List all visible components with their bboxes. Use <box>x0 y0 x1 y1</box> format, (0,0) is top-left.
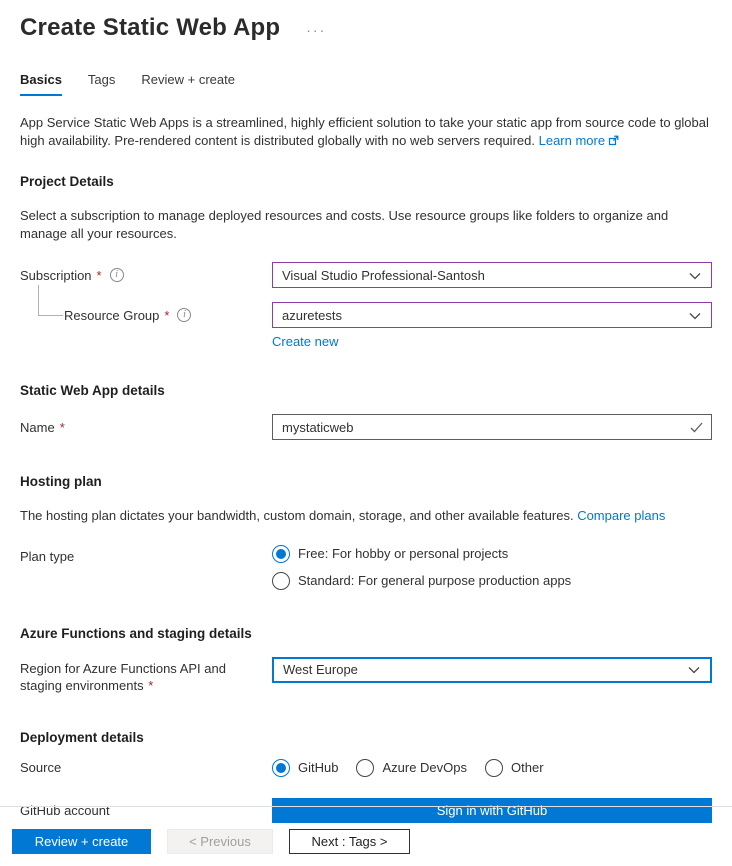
chevron-down-icon <box>689 308 701 323</box>
hosting-plan-heading: Hosting plan <box>20 474 102 489</box>
subscription-row <box>20 262 712 288</box>
radio-unselected-icon <box>272 572 290 590</box>
more-options-icon[interactable]: ··· <box>306 22 327 38</box>
required-asterisk: * <box>96 267 102 283</box>
hosting-description-text: The hosting plan dictates your bandwidth, custom domain, storage, and other available features. <box>20 508 574 523</box>
next-tags-button[interactable]: Next : Tags > <box>289 829 410 854</box>
required-asterisk: * <box>59 419 65 435</box>
radio-unselected-icon <box>356 759 374 777</box>
name-label <box>20 420 272 435</box>
source-devops-radio[interactable] <box>356 759 467 777</box>
source-row <box>20 759 712 777</box>
tab-review-create[interactable]: Review + create <box>141 72 235 87</box>
project-details-heading: Project Details <box>20 174 114 189</box>
create-new-row <box>20 334 712 349</box>
source-label: Source <box>20 760 62 775</box>
project-details-description: Select a subscription to manage deployed resources and costs. Use resource groups like folders to organize and manage all your resources. <box>20 208 669 241</box>
external-link-icon <box>608 133 619 151</box>
radio-unselected-icon <box>485 759 503 777</box>
chevron-down-icon <box>689 268 701 283</box>
create-new-link[interactable]: Create new <box>272 334 339 349</box>
previous-button[interactable]: < Previous <box>167 829 273 854</box>
plan-free-radio[interactable] <box>272 545 712 563</box>
github-account-label: GitHub account <box>20 802 110 818</box>
required-asterisk: * <box>164 307 170 323</box>
subscription-value: Visual Studio Professional-Santosh <box>282 267 485 283</box>
name-input[interactable] <box>272 414 712 440</box>
plan-type-label: Plan type <box>20 548 75 564</box>
subscription-label-text: Subscription <box>20 267 92 283</box>
page-header <box>20 14 712 42</box>
hosting-plan-description <box>20 507 712 525</box>
plan-standard-label: Standard: For general purpose production apps <box>298 573 572 588</box>
source-other-label: Other <box>511 760 544 775</box>
info-icon[interactable] <box>110 268 124 282</box>
required-asterisk: * <box>148 677 154 693</box>
plan-type-row <box>20 545 712 590</box>
tab-tags[interactable]: Tags <box>87 72 116 87</box>
region-label <box>20 657 272 694</box>
tab-basics[interactable]: Basics <box>20 72 62 96</box>
plan-standard-radio[interactable] <box>272 572 712 590</box>
region-row <box>20 657 712 694</box>
deployment-heading: Deployment details <box>20 729 144 745</box>
source-github-radio[interactable] <box>272 759 338 777</box>
wizard-footer <box>0 806 732 854</box>
plan-free-label: Free: For hobby or personal projects <box>298 546 509 561</box>
intro-text-body: App Service Static Web Apps is a streamlined, highly efficient solution to take your static app from source code to global high availability. Pre-rendered content is distributed globally with no web servers required. <box>20 115 709 148</box>
subscription-label <box>20 268 272 283</box>
resource-group-label-text: Resource Group <box>64 307 160 323</box>
radio-selected-icon <box>272 759 290 777</box>
learn-more-label: Learn more <box>538 132 606 148</box>
hierarchy-connector-line <box>38 285 63 316</box>
learn-more-link[interactable] <box>539 133 619 148</box>
compare-plans-link[interactable]: Compare plans <box>577 508 666 523</box>
info-icon[interactable] <box>177 308 191 322</box>
functions-heading: Azure Functions and staging details <box>20 625 252 641</box>
footer-buttons <box>0 807 732 854</box>
page-title: Create Static Web App <box>20 14 281 41</box>
region-label-text: Region for Azure Functions API and staging environments <box>20 660 226 693</box>
resource-group-value: azuretests <box>282 307 342 323</box>
resource-group-row <box>20 302 712 328</box>
name-label-text: Name <box>20 419 55 435</box>
source-other-radio[interactable] <box>485 759 544 777</box>
review-create-button[interactable]: Review + create <box>12 829 151 854</box>
source-devops-label: Azure DevOps <box>382 760 468 775</box>
region-dropdown[interactable] <box>272 657 712 683</box>
subscription-dropdown[interactable] <box>272 262 712 288</box>
source-github-label: GitHub <box>298 760 339 775</box>
name-field-wrap <box>272 414 712 440</box>
region-value: West Europe <box>283 662 358 677</box>
name-row <box>20 414 712 440</box>
plan-type-options <box>272 545 712 590</box>
app-details-heading: Static Web App details <box>20 383 165 398</box>
radio-selected-icon <box>272 545 290 563</box>
intro-text <box>20 114 712 150</box>
wizard-tabs <box>20 72 712 96</box>
chevron-down-icon <box>688 662 700 677</box>
resource-group-dropdown[interactable] <box>272 302 712 328</box>
source-options <box>272 759 712 777</box>
sign-in-with-github-button[interactable]: Sign in with GitHub <box>272 798 712 823</box>
